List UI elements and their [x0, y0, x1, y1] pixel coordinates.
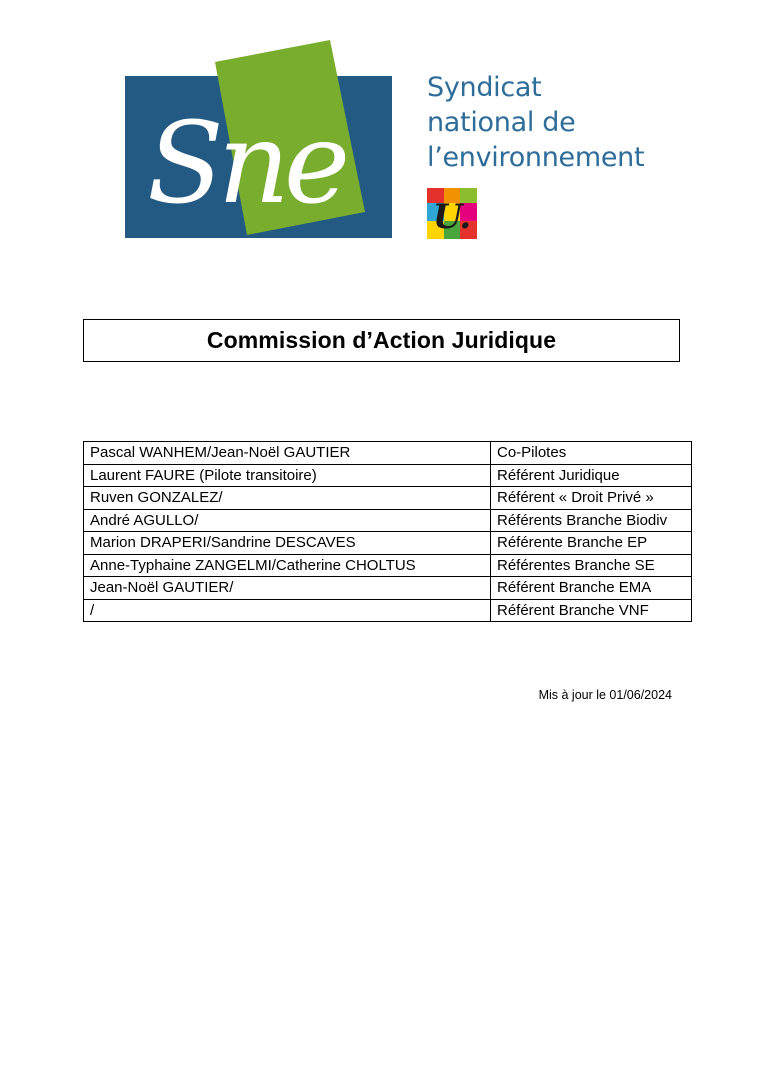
sne-logo-graphic: [125, 40, 395, 252]
table-row: [84, 577, 692, 600]
table-row: [84, 554, 692, 577]
table-row: [84, 464, 692, 487]
member-role: Référent Branche EMA: [491, 577, 692, 600]
member-name: Anne-Typhaine ZANGELMI/Catherine CHOLTUS: [84, 554, 491, 577]
sne-logo-mark: [125, 40, 395, 252]
member-role: Co-Pilotes: [491, 442, 692, 465]
member-name: Jean-Noël GAUTIER/: [84, 577, 491, 600]
member-role: Référente Branche EP: [491, 532, 692, 555]
member-role: Référentes Branche SE: [491, 554, 692, 577]
title-box: [83, 319, 680, 362]
union-badge-graphic: [427, 188, 477, 239]
member-role: Référent Juridique: [491, 464, 692, 487]
member-name: André AGULLO/: [84, 509, 491, 532]
union-badge-text: U.: [432, 197, 472, 237]
table-row: [84, 487, 692, 510]
union-badge: [427, 188, 477, 239]
members-table: [83, 441, 692, 622]
member-role: Référent « Droit Privé »: [491, 487, 692, 510]
member-name: Pascal WANHEM/Jean-Noël GAUTIER: [84, 442, 491, 465]
last-updated-note: Mis à jour le 01/06/2024: [538, 688, 672, 702]
org-name-line-3: l’environnement: [427, 142, 645, 173]
org-name-line-2: national de: [427, 107, 576, 138]
org-name-line-1: Syndicat: [427, 72, 542, 103]
logo-text: Sne: [147, 99, 345, 229]
page-title: Commission d’Action Juridique: [206, 327, 557, 353]
member-role: Référents Branche Biodiv: [491, 509, 692, 532]
org-name: [427, 70, 687, 175]
table-row: [84, 532, 692, 555]
header-logo: [0, 0, 763, 260]
member-name: Ruven GONZALEZ/: [84, 487, 491, 510]
member-name: /: [84, 599, 491, 622]
member-name: Marion DRAPERI/Sandrine DESCAVES: [84, 532, 491, 555]
member-role: Référent Branche VNF: [491, 599, 692, 622]
table-row: [84, 442, 692, 465]
table-row: [84, 509, 692, 532]
table-row: [84, 599, 692, 622]
member-name: Laurent FAURE (Pilote transitoire): [84, 464, 491, 487]
